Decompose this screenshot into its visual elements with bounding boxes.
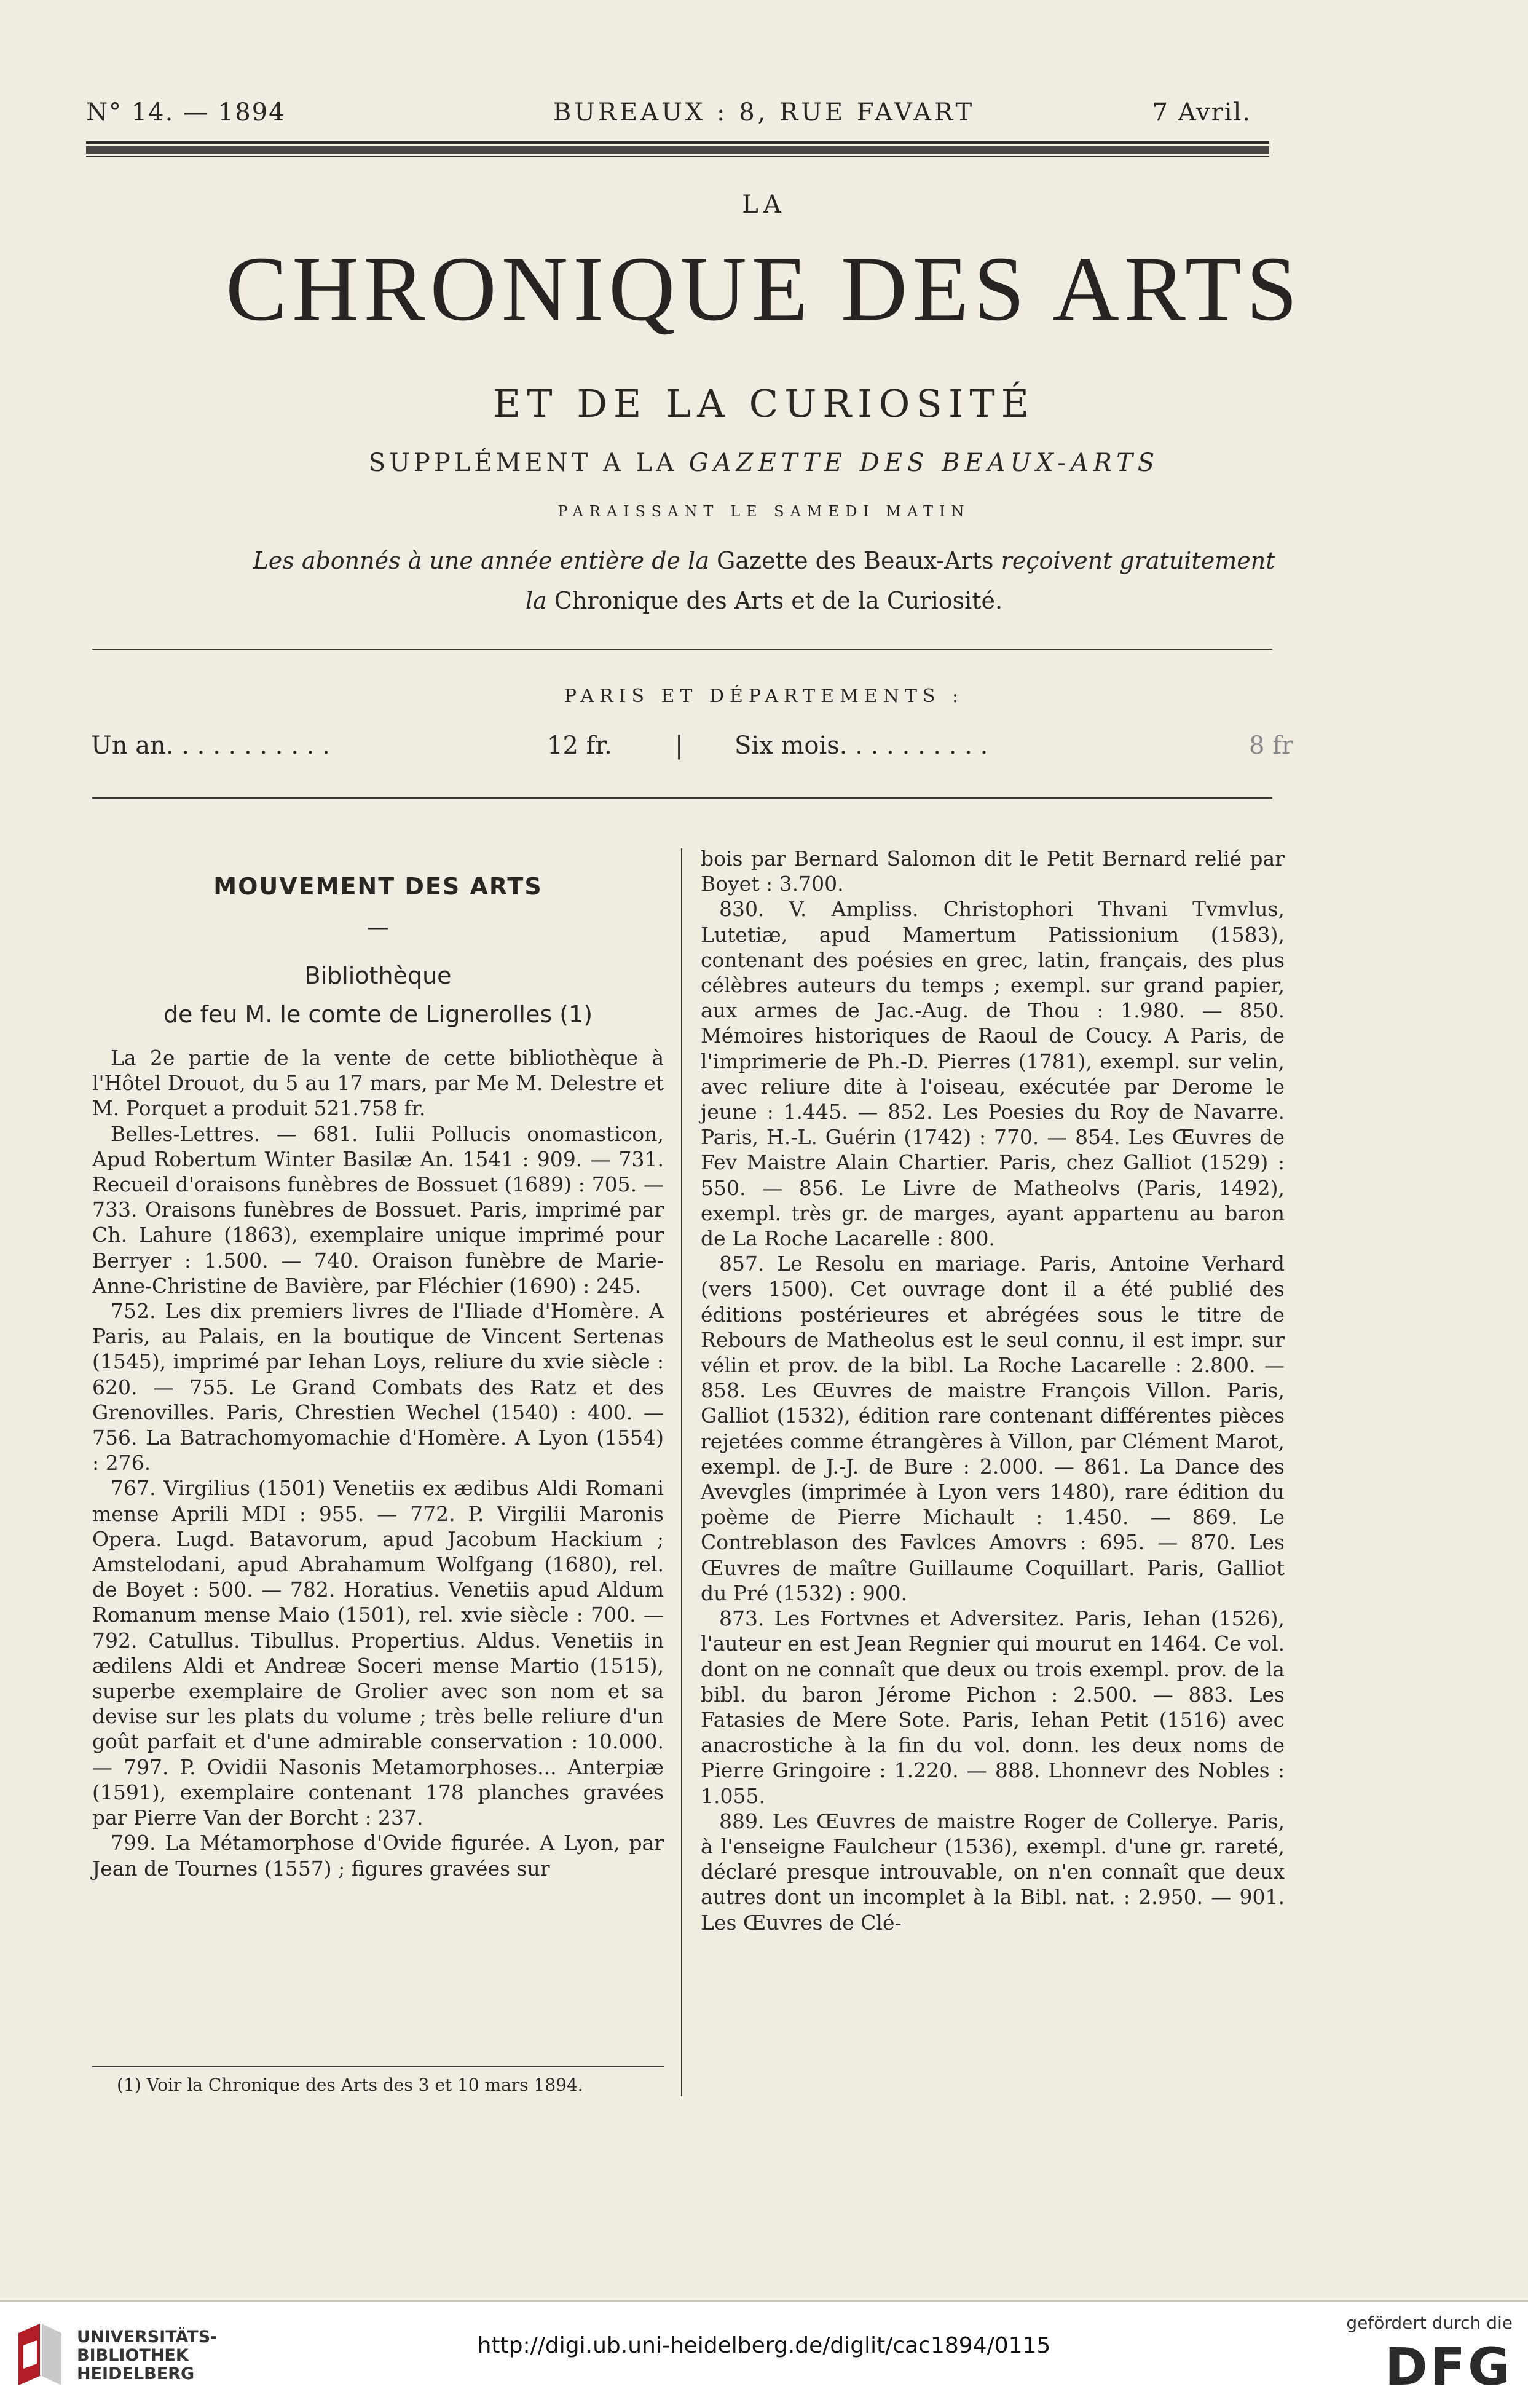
annual-subscription-price: 12 fr. — [547, 732, 612, 760]
notice-part-b: Gazette des Beaux-Arts — [717, 547, 994, 574]
paragraph: 830. V. Ampliss. Christophori Thvani Tvmvlus, Lutetiæ, apud Mamertum Patissionium (1583), contenant des poésies en grec, latin, français, des plus célèbres auteurs du temps ; exempl. sur grand papier, aux armes de Jac.-Aug. de Thou : 1.980. — 850. Mémoires historiques de Raoul de Coucy. A Paris, de l'imprimerie de Ph.-D. Pierres (1781), exempl. sur velin, avec reliure dite à l'oiseau, exécutée par Derome le jeune : 1.445. — 852. Les Poesies du Roy de Navarre. Paris, H.-L. Guérin (1742) : 770. — 854. Les Œuvres de Fev Maistre Alain Chartier. Paris, chez Galliot (1529) : 550. — 856. Le Livre de Matheolvs (Paris, 1492), exempl. très gr. de marges, ayant appartenu au baron de La Roche Lacarelle : 800. — [701, 897, 1285, 1251]
section-dash: — — [367, 915, 389, 940]
paragraph: 767. Virgilius (1501) Venetiis ex ædibus Aldi Romani mense Aprili MDI : 955. — 772. P. Virgilii Maronis Opera. Lugd. Batavorum, apud Jacobum Hackium ; Amstelodani, apud Abrahamum Wolfgang (1680), rel. de Boyet : 500. — 782. Horatius. Venetiis apud Aldum Romanum mense Maio (1501), rel. xvie siècle : 700. — 792. Catullus. Tibullus. Propertius. Aldus. Venetiis in ædilens Aldi et Andreæ Soceri mense Martio (1515), superbe exemplaire de Grolier avec son nom et sa devise sur les plats du volume ; très belle reliure d'un goût parfait et d'une admirable conservation : 10.000. — 797. P. Ovidii Nasonis Metamorphoses... Anterpiæ (1591), exemplaire contenant 178 planches gravées par Pierre Van der Borcht : 237. — [92, 1476, 664, 1830]
institution-line: UNIVERSITÄTS- — [77, 2327, 218, 2347]
footnote-rule — [92, 2066, 664, 2067]
paragraph: Belles-Lettres. — 681. Iulii Pollucis onomasticon, Apud Robertum Winter Basilæ An. 1541 : 909. — 731. Recueil d'oraisons funèbres de Bossuet (1689) : 705. — 733. Oraisons funèbres de Bossuet. Paris, imprimé par Ch. Lahure (1863), exemplaire unique imprimé pour Berryer : 1.500. — 740. Oraison funèbre de Marie-Anne-Christine de Bavière, par Fléchier (1690) : 245. — [92, 1121, 664, 1298]
paragraph: La 2e partie de la vente de cette bibliothèque à l'Hôtel Drouot, du 5 au 17 mars, par Me M. Delestre et M. Porquet a produit 521.758 fr. — [92, 1046, 664, 1121]
divider-rule-lower — [92, 797, 1272, 799]
paragraph: 889. Les Œuvres de maistre Roger de Collerye. Paris, à l'enseigne Faulcheur (1536), exempl. d'une gr. rareté, déclaré presque introuvable, on n'en connaît que deux autres dont un incomplet à la Bibl. nat. : 2.950. — 901. Les Œuvres de Clé- — [701, 1809, 1285, 1935]
column-divider — [681, 848, 682, 2096]
publication-schedule: PARAISSANT LE SAMEDI MATIN — [557, 503, 971, 520]
ornamental-rule — [86, 140, 1269, 159]
subscription-heading: PARIS ET DÉPARTEMENTS : — [564, 685, 964, 707]
right-column — [701, 846, 1285, 1935]
paragraph: 799. La Métamorphose d'Ovide figurée. A Lyon, par Jean de Tournes (1557) ; figures gravées sur — [92, 1831, 664, 1881]
annual-subscription-label: Un an. . . . . . . . . . . — [91, 732, 330, 760]
issue-date: 7 Avril. — [1152, 98, 1251, 127]
notice-part-la: la — [525, 587, 547, 614]
left-column — [92, 1045, 664, 1881]
paragraph: bois par Bernard Salomon dit le Petit Bernard relié par Boyet : 3.700. — [701, 847, 1285, 896]
footnote: (1) Voir la Chronique des Arts des 3 et 10 mars 1894. — [117, 2075, 583, 2095]
notice-part-chronique: Chronique des Arts et de la Curiosité. — [554, 587, 1003, 614]
paragraph: 857. Le Resolu en mariage. Paris, Antoine Verhard (vers 1500). Cet ouvrage dont il a été publié des éditions postérieures et abrégées sous le titre de Rebours de Matheolus est le seul connu, il est impr. sur vélin et prov. de la bibl. La Roche Lacarelle : 2.800. — 858. Les Œuvres de maistre François Villon. Paris, Galliot (1532), édition rare contenant différentes pièces rejetées comme étrangères à Villon, par Clément Marot, exempl. de J.-J. de Bure : 2.000. — 861. La Dance des Avevgles (imprimée à Lyon vers 1480), rare édition du poème de Pierre Michault : 1.450. — 869. Le Contreblason des Favlces Amovrs : 695. — 870. Les Œuvres de maître Guillaume Coquillart. Paris, Galliot du Pré (1532) : 900. — [701, 1252, 1285, 1605]
issue-number: N° 14. — 1894 — [86, 98, 286, 127]
supplement-line — [0, 449, 1528, 477]
gazette-title: GAZETTE DES BEAUX-ARTS — [688, 449, 1160, 477]
paragraph: 873. Les Fortvnes et Adversitez. Paris, Iehan (1526), l'auteur en est Jean Regnier qui mourut en 1464. Ce vol. dont on ne connaît que deux ou trois exempl. prov. de la bibl. du baron Jérome Pichon : 2.500. — 883. Les Fatasies de Mere Sote. Paris, Iehan Petit (1516) avec anacrostiche à la fin du vol. donn. les deux noms de Pierre Gringoire : 1.220. — 888. Lhonnevr des Nobles : 1.055. — [701, 1606, 1285, 1808]
subscription-separator: | — [675, 732, 683, 760]
half-year-subscription-price: 8 fr — [1249, 732, 1294, 760]
funding-note: gefördert durch die — [1346, 2313, 1513, 2333]
bureaux-address: BUREAUX : 8, RUE FAVART — [553, 98, 975, 127]
institution-line: BIBLIOTHEK — [77, 2346, 189, 2365]
notice-part-a: Les abonnés à une année entière de la — [253, 547, 709, 574]
half-year-subscription-label: Six mois. . . . . . . . . . — [734, 732, 988, 760]
subscriber-notice-line-1 — [0, 547, 1528, 574]
section-title: MOUVEMENT DES ARTS — [213, 873, 543, 900]
notice-part-c: reçoivent gratuitement — [1001, 547, 1275, 574]
dfg-logo: DFG — [1384, 2337, 1513, 2397]
subscriber-notice-line-2 — [0, 587, 1528, 614]
divider-rule — [92, 649, 1272, 650]
masthead-title: CHRONIQUE DES ARTS — [226, 238, 1302, 340]
article-heading-line-1: Bibliothèque — [304, 962, 452, 989]
paragraph: 752. Les dix premiers livres de l'Iliade d'Homère. A Paris, au Palais, en la boutique de Vincent Sertenas (1545), imprimé par Iehan Loys, reliure du xvie siècle : 620. — 755. Le Grand Combats des Ratz et des Grenovilles. Paris, Chrestien Wechel (1540) : 400. — 756. La Batrachomyomachie d'Homère. A Lyon (1554) : 276. — [92, 1299, 664, 1475]
masthead-subtitle: ET DE LA CURIOSITÉ — [493, 381, 1035, 426]
permalink[interactable]: http://digi.ub.uni-heidelberg.de/diglit/cac1894/0115 — [477, 2333, 1051, 2358]
masthead-la: LA — [742, 191, 786, 219]
article-heading-line-2: de feu M. le comte de Lignerolles (1) — [163, 1001, 593, 1028]
institution-line: HEIDELBERG — [77, 2364, 195, 2383]
supplement-prefix: SUPPLÉMENT A LA — [368, 449, 678, 477]
